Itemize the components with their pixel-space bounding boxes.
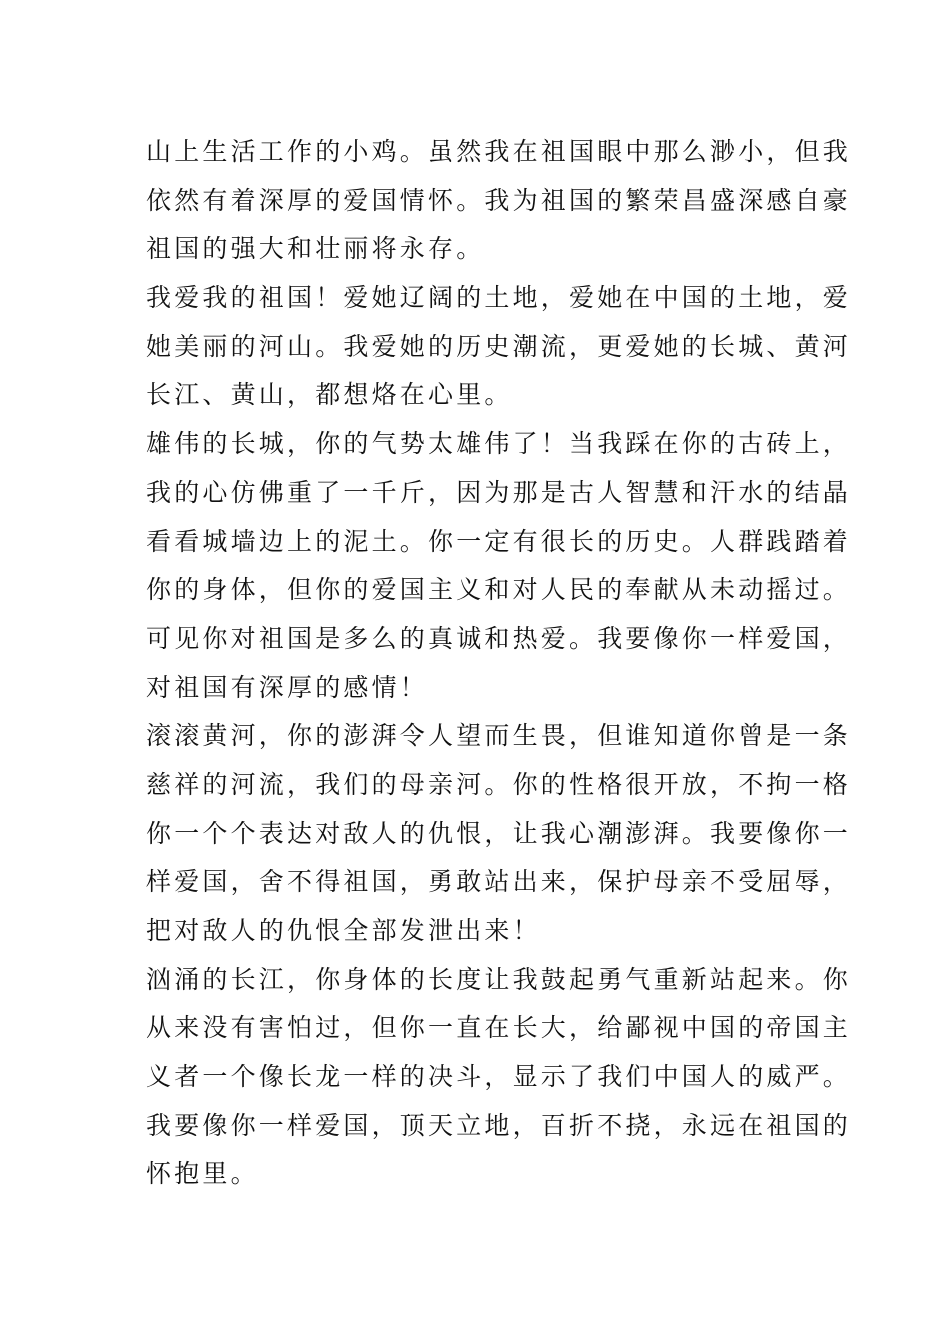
text-line: 雄伟的长城，你的气势太雄伟了！当我踩在你的古砖上， [146, 429, 852, 459]
text-line: 我要像你一样爱国，顶天立地，百折不挠，永远在祖国的 [146, 1110, 852, 1140]
text-line: 样爱国，舍不得祖国，勇敢站出来，保护母亲不受屈辱， [146, 867, 852, 897]
text-line: 你一个个表达对敌人的仇恨，让我心潮澎湃。我要像你一 [146, 818, 852, 848]
text-line: 对祖国有深厚的感情！ [146, 672, 429, 702]
text-line: 义者一个像长龙一样的决斗，显示了我们中国人的威严。 [146, 1062, 852, 1092]
essay-text [146, 128, 852, 1199]
text-line: 长江、黄山，都想烙在心里。 [146, 380, 513, 410]
text-line: 依然有着深厚的爱国情怀。我为祖国的繁荣昌盛深感自豪 [146, 185, 852, 215]
text-line: 慈祥的河流，我们的母亲河。你的性格很开放，不拘一格 [146, 769, 852, 799]
text-line: 可见你对祖国是多么的真诚和热爱。我要像你一样爱国， [146, 623, 852, 653]
text-line: 你的身体，但你的爱国主义和对人民的奉献从未动摇过。 [146, 575, 852, 605]
text-line: 把对敌人的仇恨全部发泄出来！ [146, 916, 541, 945]
text-line: 我爱我的祖国！爱她辽阔的土地，爱她在中国的土地，爱 [146, 283, 852, 313]
text-line: 山上生活工作的小鸡。虽然我在祖国眼中那么渺小，但我 [146, 137, 852, 166]
text-line: 看看城墙边上的泥土。你一定有很长的历史。人群践踏着 [146, 526, 852, 556]
text-line: 我的心仿佛重了一千斤，因为那是古人智慧和汗水的结晶 [146, 477, 852, 507]
text-line: 怀抱里。 [146, 1159, 259, 1189]
text-line: 滚滚黄河，你的澎湃令人望而生畏，但谁知道你曾是一条 [146, 721, 852, 751]
text-line: 祖国的强大和壮丽将永存。 [146, 234, 485, 264]
text-line: 她美丽的河山。我爱她的历史潮流，更爱她的长城、黄河 [146, 331, 852, 361]
text-line: 汹涌的长江，你身体的长度让我鼓起勇气重新站起来。你 [146, 964, 852, 994]
text-line: 从来没有害怕过，但你一直在长大，给鄙视中国的帝国主 [146, 1013, 852, 1043]
